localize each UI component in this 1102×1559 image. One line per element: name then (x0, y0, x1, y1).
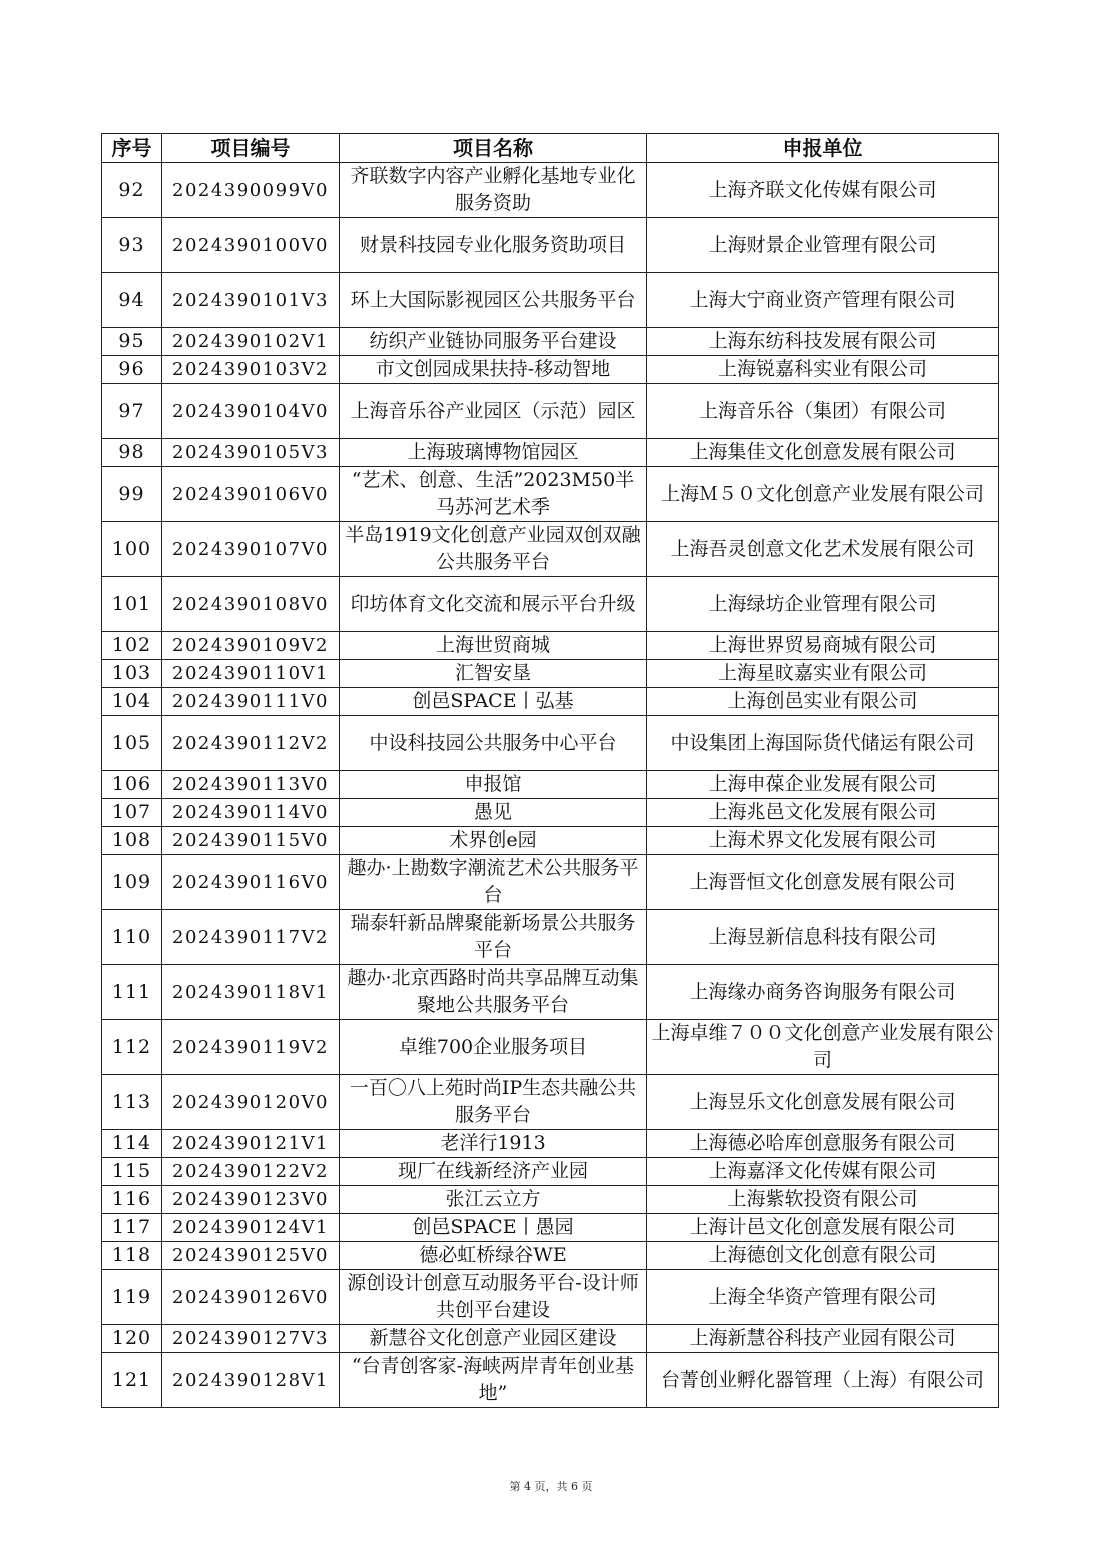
cell-project-code: 2024390120V0 (162, 1075, 340, 1130)
cell-project-name: 市文创园成果扶持-移动智地 (340, 356, 647, 384)
table-row (102, 273, 999, 328)
table-row (102, 328, 999, 356)
cell-applicant: 上海德创文化创意有限公司 (647, 1242, 999, 1270)
cell-seq: 106 (102, 771, 162, 799)
cell-project-name: 财景科技园专业化服务资助项目 (340, 218, 647, 273)
cell-seq: 97 (102, 384, 162, 439)
table-row (102, 163, 999, 218)
cell-applicant: 上海德必哈库创意服务有限公司 (647, 1130, 999, 1158)
cell-applicant: 中设集团上海国际货代储运有限公司 (647, 716, 999, 771)
cell-applicant: 上海卓维７００文化创意产业发展有限公司 (647, 1020, 999, 1075)
cell-project-code: 2024390125V0 (162, 1242, 340, 1270)
cell-project-code: 2024390101V3 (162, 273, 340, 328)
cell-project-code: 2024390113V0 (162, 771, 340, 799)
table-row (102, 1075, 999, 1130)
cell-project-code: 2024390114V0 (162, 799, 340, 827)
table-row (102, 855, 999, 910)
project-table (101, 133, 999, 1408)
table-row (102, 660, 999, 688)
cell-applicant: 上海东纺科技发展有限公司 (647, 328, 999, 356)
table-row (102, 799, 999, 827)
cell-applicant: 上海昱乐文化创意发展有限公司 (647, 1075, 999, 1130)
cell-project-name: 愚见 (340, 799, 647, 827)
cell-seq: 119 (102, 1270, 162, 1325)
table-row (102, 356, 999, 384)
cell-project-code: 2024390128V1 (162, 1353, 340, 1408)
cell-project-name: 齐联数字内容产业孵化基地专业化服务资助 (340, 163, 647, 218)
cell-seq: 103 (102, 660, 162, 688)
cell-applicant: 上海缘办商务咨询服务有限公司 (647, 965, 999, 1020)
table-row (102, 1270, 999, 1325)
cell-applicant: 上海音乐谷（集团）有限公司 (647, 384, 999, 439)
cell-project-code: 2024390126V0 (162, 1270, 340, 1325)
cell-seq: 115 (102, 1158, 162, 1186)
table-row (102, 1020, 999, 1075)
cell-seq: 113 (102, 1075, 162, 1130)
cell-project-name: 上海玻璃博物馆园区 (340, 439, 647, 467)
table-row (102, 827, 999, 855)
cell-applicant: 上海锐嘉科实业有限公司 (647, 356, 999, 384)
page-footer: 第 4 页，共 6 页 (509, 1480, 593, 1493)
cell-seq: 95 (102, 328, 162, 356)
cell-project-code: 2024390119V2 (162, 1020, 340, 1075)
cell-project-name: 趣办·上勘数字潮流艺术公共服务平台 (340, 855, 647, 910)
cell-project-code: 2024390109V2 (162, 632, 340, 660)
cell-project-code: 2024390105V3 (162, 439, 340, 467)
cell-project-name: 瑞泰轩新品牌聚能新场景公共服务平台 (340, 910, 647, 965)
cell-applicant: 上海Ｍ５０文化创意产业发展有限公司 (647, 467, 999, 522)
cell-project-name: 印坊体育文化交流和展示平台升级 (340, 577, 647, 632)
header-applicant: 申报单位 (647, 134, 999, 163)
table-row (102, 439, 999, 467)
table-row (102, 965, 999, 1020)
cell-seq: 112 (102, 1020, 162, 1075)
cell-project-code: 2024390124V1 (162, 1214, 340, 1242)
cell-project-code: 2024390118V1 (162, 965, 340, 1020)
cell-project-name: 申报馆 (340, 771, 647, 799)
cell-project-name: 张江云立方 (340, 1186, 647, 1214)
cell-project-code: 2024390099V0 (162, 163, 340, 218)
table-row (102, 467, 999, 522)
cell-project-code: 2024390112V2 (162, 716, 340, 771)
cell-project-code: 2024390100V0 (162, 218, 340, 273)
cell-applicant: 台菁创业孵化器管理（上海）有限公司 (647, 1353, 999, 1408)
cell-project-name: 趣办·北京西路时尚共享品牌互动集聚地公共服务平台 (340, 965, 647, 1020)
table-row (102, 910, 999, 965)
cell-applicant: 上海创邑实业有限公司 (647, 688, 999, 716)
cell-project-name: 一百〇八上苑时尚IP生态共融公共服务平台 (340, 1075, 647, 1130)
cell-project-name: 纺织产业链协同服务平台建设 (340, 328, 647, 356)
cell-applicant: 上海紫软投资有限公司 (647, 1186, 999, 1214)
cell-seq: 100 (102, 522, 162, 577)
cell-project-name: 中设科技园公共服务中心平台 (340, 716, 647, 771)
cell-applicant: 上海星旼嘉实业有限公司 (647, 660, 999, 688)
cell-seq: 98 (102, 439, 162, 467)
cell-seq: 118 (102, 1242, 162, 1270)
cell-seq: 92 (102, 163, 162, 218)
cell-project-code: 2024390110V1 (162, 660, 340, 688)
header-seq: 序号 (102, 134, 162, 163)
cell-seq: 96 (102, 356, 162, 384)
cell-applicant: 上海兆邑文化发展有限公司 (647, 799, 999, 827)
cell-project-code: 2024390117V2 (162, 910, 340, 965)
cell-project-name: “台青创客家-海峡两岸青年创业基地” (340, 1353, 647, 1408)
table-row (102, 1353, 999, 1408)
cell-applicant: 上海财景企业管理有限公司 (647, 218, 999, 273)
cell-seq: 114 (102, 1130, 162, 1158)
cell-seq: 107 (102, 799, 162, 827)
table-header-row (102, 134, 999, 163)
cell-seq: 99 (102, 467, 162, 522)
cell-applicant: 上海申葆企业发展有限公司 (647, 771, 999, 799)
cell-applicant: 上海计邑文化创意发展有限公司 (647, 1214, 999, 1242)
cell-applicant: 上海绿坊企业管理有限公司 (647, 577, 999, 632)
cell-project-name: 现厂在线新经济产业园 (340, 1158, 647, 1186)
cell-seq: 104 (102, 688, 162, 716)
table-row (102, 1158, 999, 1186)
cell-project-name: 老洋行1913 (340, 1130, 647, 1158)
header-project-code: 项目编号 (162, 134, 340, 163)
cell-applicant: 上海大宁商业资产管理有限公司 (647, 273, 999, 328)
cell-project-code: 2024390116V0 (162, 855, 340, 910)
cell-seq: 116 (102, 1186, 162, 1214)
cell-project-code: 2024390103V2 (162, 356, 340, 384)
cell-seq: 120 (102, 1325, 162, 1353)
table-row (102, 384, 999, 439)
cell-project-name: “艺术、创意、生活”2023M50半马苏河艺术季 (340, 467, 647, 522)
table-row (102, 771, 999, 799)
cell-applicant: 上海术界文化发展有限公司 (647, 827, 999, 855)
cell-project-name: 创邑SPACE丨愚园 (340, 1214, 647, 1242)
cell-applicant: 上海昱新信息科技有限公司 (647, 910, 999, 965)
cell-seq: 110 (102, 910, 162, 965)
cell-project-name: 术界创e园 (340, 827, 647, 855)
cell-project-name: 上海音乐谷产业园区（示范）园区 (340, 384, 647, 439)
cell-seq: 117 (102, 1214, 162, 1242)
table-row (102, 1242, 999, 1270)
cell-applicant: 上海集佳文化创意发展有限公司 (647, 439, 999, 467)
cell-project-name: 卓维700企业服务项目 (340, 1020, 647, 1075)
cell-seq: 111 (102, 965, 162, 1020)
table-row (102, 632, 999, 660)
table-row (102, 1214, 999, 1242)
header-project-name: 项目名称 (340, 134, 647, 163)
cell-project-code: 2024390122V2 (162, 1158, 340, 1186)
cell-project-name: 德必虹桥绿谷WE (340, 1242, 647, 1270)
cell-seq: 93 (102, 218, 162, 273)
cell-seq: 101 (102, 577, 162, 632)
table-row (102, 577, 999, 632)
cell-project-code: 2024390121V1 (162, 1130, 340, 1158)
cell-project-code: 2024390106V0 (162, 467, 340, 522)
cell-seq: 109 (102, 855, 162, 910)
cell-project-code: 2024390115V0 (162, 827, 340, 855)
table-row (102, 1130, 999, 1158)
table-body (102, 163, 999, 1408)
cell-applicant: 上海齐联文化传媒有限公司 (647, 163, 999, 218)
table-row (102, 1186, 999, 1214)
cell-seq: 121 (102, 1353, 162, 1408)
table-row (102, 218, 999, 273)
cell-applicant: 上海晋恒文化创意发展有限公司 (647, 855, 999, 910)
cell-project-code: 2024390102V1 (162, 328, 340, 356)
cell-project-code: 2024390108V0 (162, 577, 340, 632)
table-row (102, 1325, 999, 1353)
cell-project-name: 汇智安垦 (340, 660, 647, 688)
table-row (102, 688, 999, 716)
cell-project-name: 源创设计创意互动服务平台-设计师共创平台建设 (340, 1270, 647, 1325)
cell-applicant: 上海全华资产管理有限公司 (647, 1270, 999, 1325)
cell-seq: 94 (102, 273, 162, 328)
cell-project-name: 半岛1919文化创意产业园双创双融公共服务平台 (340, 522, 647, 577)
cell-project-code: 2024390107V0 (162, 522, 340, 577)
cell-project-name: 新慧谷文化创意产业园区建设 (340, 1325, 647, 1353)
cell-applicant: 上海世界贸易商城有限公司 (647, 632, 999, 660)
cell-project-name: 上海世贸商城 (340, 632, 647, 660)
cell-applicant: 上海新慧谷科技产业园有限公司 (647, 1325, 999, 1353)
cell-project-code: 2024390104V0 (162, 384, 340, 439)
table-row (102, 522, 999, 577)
table-row (102, 716, 999, 771)
cell-project-code: 2024390111V0 (162, 688, 340, 716)
cell-seq: 102 (102, 632, 162, 660)
cell-project-name: 创邑SPACE丨弘基 (340, 688, 647, 716)
cell-project-name: 环上大国际影视园区公共服务平台 (340, 273, 647, 328)
cell-seq: 108 (102, 827, 162, 855)
cell-applicant: 上海吾灵创意文化艺术发展有限公司 (647, 522, 999, 577)
cell-project-code: 2024390123V0 (162, 1186, 340, 1214)
cell-seq: 105 (102, 716, 162, 771)
cell-project-code: 2024390127V3 (162, 1325, 340, 1353)
cell-applicant: 上海嘉泽文化传媒有限公司 (647, 1158, 999, 1186)
